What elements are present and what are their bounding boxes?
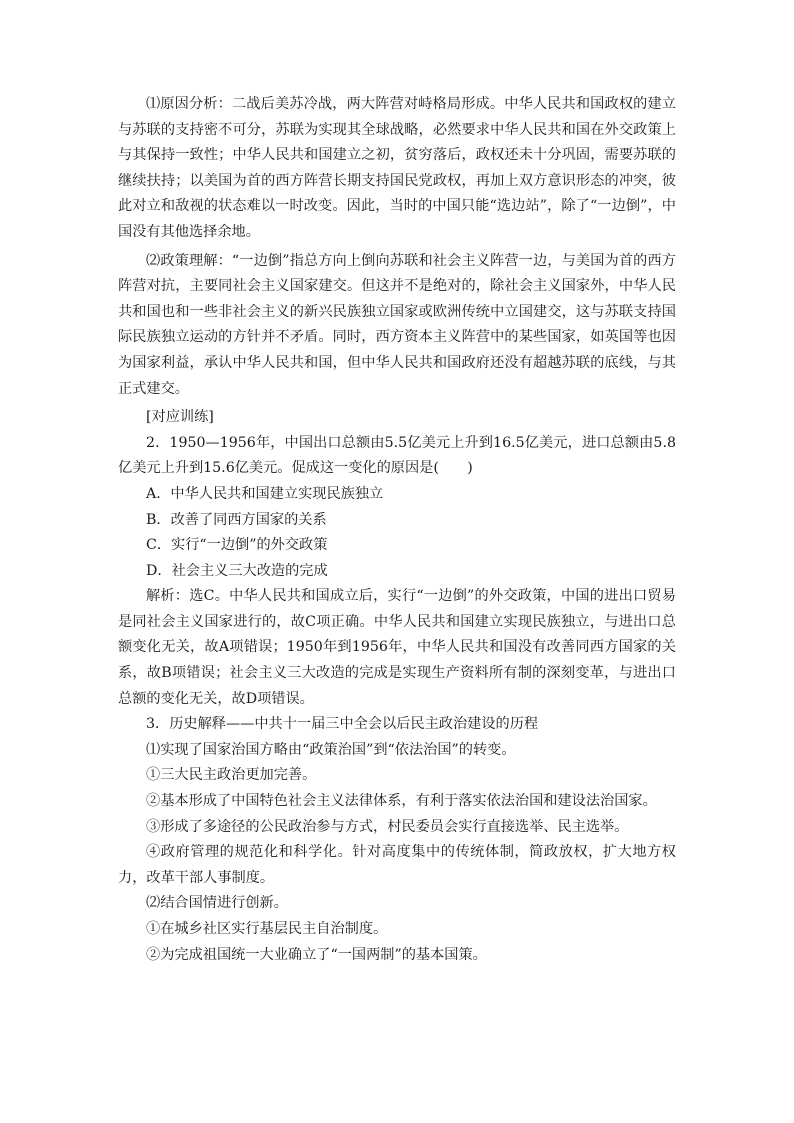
- list-item: ④政府管理的规范化和科学化。针对高度集中的传统体制，简政放权，扩大地方权力，改革干部人事制度。: [118, 844, 676, 886]
- exercise-heading: [对应训练]: [146, 409, 214, 426]
- section-3-title: 3．历史解释——中共十一届三中全会以后民主政治建设的历程: [146, 716, 539, 733]
- option-a: A．中华人民共和国建立实现民族独立: [146, 485, 384, 502]
- section-3-subheading-2: ⑵结合国情进行创新。: [146, 895, 288, 912]
- list-item: ②为完成祖国统一大业确立了“一国两制”的基本国策。: [146, 946, 487, 963]
- cause-analysis-paragraph: ⑴原因分析：二战后美苏冷战，两大阵营对峙格局形成。中华人民共和国政权的建立与苏联的支持密不可分，苏联为实现其全球战略，必然要求中华人民共和国在外交政策上与其保持一致性；中华人民共和国建立之初，贫穷落后，政权还未十分巩固，需要苏联的继续扶持；以美国为首的西方阵营长期支持国民党政权，再加上双方意识形态的冲突，彼此对立和敌视的状态难以一时改变。因此，当时的中国只能“选边站”，除了“一边倒”，中国没有其他选择余地。: [118, 96, 676, 240]
- policy-understanding-paragraph: ⑵政策理解：“一边倒”指总方向上倒向苏联和社会主义阵营一边，与美国为首的西方阵营对抗，主要同社会主义国家建交。但这并不是绝对的，除社会主义国家外，中华人民共和国也和一些非社会主义的新兴民族独立国家或欧洲传统中立国建交，这与苏联支持国际民族独立运动的方针并不矛盾。同时，西方资本主义阵营中的某些国家，如英国等也因为国家利益，承认中华人民共和国，但中华人民共和国政府还没有超越苏联的底线，与其正式建交。: [118, 252, 676, 397]
- list-item: ①在城乡社区实行基层民主自治制度。: [146, 921, 388, 937]
- list-item: ①三大民主政治更加完善。: [146, 767, 317, 784]
- list-item: ②基本形成了中国特色社会主义法律体系，有利于落实依法治国和建设法治国家。: [146, 793, 657, 810]
- option-d: D．社会主义三大改造的完成: [146, 562, 328, 579]
- option-b: B．改善了同西方国家的关系: [146, 511, 327, 528]
- question-2-stem: 2．1950—1956年，中国出口总额由5.5亿美元上升到16.5亿美元，进口总额由5.8亿美元上升到15.6亿美元。促成这一变化的原因是( ): [118, 434, 676, 477]
- option-c: C．实行“一边倒”的外交政策: [146, 537, 328, 554]
- question-2-analysis: 解析：选C。中华人民共和国成立后，实行“一边倒”的外交政策，中国的进出口贸易是同社会主义国家进行的，故C项正确。中华人民共和国建立实现民族独立，与进出口总额变化无关，故A项错误；1950年到1956年，中华人民共和国没有改善同西方国家的关系，故B项错误；社会主义三大改造的完成是实现生产资料所有制的深刻变革，与进出口总额的变化无关，故D项错误。: [118, 588, 676, 707]
- list-item: ③形成了多途径的公民政治参与方式，村民委员会实行直接选举、民主选举。: [146, 818, 629, 835]
- section-3-subheading-1: ⑴实现了国家治国方略由“政策治国”到“依法治国”的转变。: [146, 741, 516, 758]
- document-page: [118, 92, 676, 968]
